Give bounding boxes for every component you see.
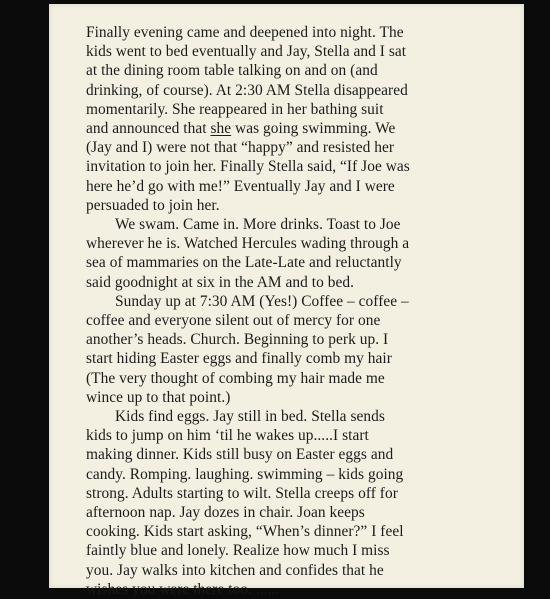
text-line: wherever he is. Watched Hercules wading through a bbox=[86, 235, 410, 253]
text-line: candy. Romping. laughing. swimming – kids going bbox=[86, 465, 404, 483]
text-line: sea of mammaries on the Late-Late and reluctantly bbox=[86, 254, 402, 272]
text-line: (The very thought of combing my hair made me bbox=[86, 369, 385, 387]
text-line: said goodnight at six in the AM and to bed. bbox=[86, 273, 355, 291]
text-line: (Jay and I) were not that “happy” and resisted her bbox=[86, 139, 395, 157]
text-line: strong. Adults starting to wilt. Stella creeps off for bbox=[86, 484, 398, 502]
text-line: Finally evening came and deepened into night. The bbox=[86, 24, 404, 41]
text-line bbox=[86, 119, 516, 138]
text-line: afternoon nap. Jay dozes in chair. Joan keeps bbox=[86, 504, 365, 522]
text-line: making dinner. Kids still busy on Easter eggs and bbox=[86, 446, 394, 464]
text-line: you. Jay walks into kitchen and confides that he bbox=[86, 561, 384, 579]
letter-page bbox=[49, 4, 524, 598]
text-line: wishes you were there too. ...... bbox=[86, 580, 280, 598]
letter-body bbox=[86, 23, 516, 599]
text-line: coffee and everyone silent out of mercy for one bbox=[86, 312, 381, 330]
text-line: kids to jump on him ‘til he wakes up.....I start bbox=[86, 427, 369, 445]
text-line: at the dining room table talking on and on (and bbox=[86, 62, 378, 80]
text-line: wince up to that point.) bbox=[86, 388, 231, 406]
text-segment: and announced that bbox=[86, 120, 211, 138]
text-line: invitation to join her. Finally Stella said, “If Joe was bbox=[86, 158, 410, 176]
paragraph-start: Sunday up at 7:30 AM (Yes!) Coffee – coffee – bbox=[115, 292, 409, 310]
paragraph-start: Kids find eggs. Jay still in bed. Stella sends bbox=[115, 408, 385, 426]
text-segment: was going swimming. We bbox=[231, 120, 396, 138]
text-line: momentarily. She reappeared in her bathing suit bbox=[86, 100, 384, 118]
text-line: here he’d go with me!” Eventually Jay and I were bbox=[86, 177, 395, 195]
text-line: faintly blue and lonely. Realize how much I miss bbox=[86, 542, 390, 560]
text-line: cooking. Kids start asking, “When’s dinner?” I feel bbox=[86, 523, 404, 541]
text-line: start hiding Easter eggs and finally comb my hair bbox=[86, 350, 392, 368]
text-line: drinking, of course). At 2:30 AM Stella disappeared bbox=[86, 81, 408, 99]
underlined-word: she bbox=[210, 120, 232, 138]
text-line: kids went to bed eventually and Jay, Stella and I sat bbox=[86, 43, 407, 61]
text-line: another’s heads. Church. Beginning to perk up. I bbox=[86, 331, 389, 349]
paragraph-start: We swam. Came in. More drinks. Toast to Joe bbox=[115, 216, 401, 234]
text-line: persuaded to join her. bbox=[86, 196, 220, 214]
